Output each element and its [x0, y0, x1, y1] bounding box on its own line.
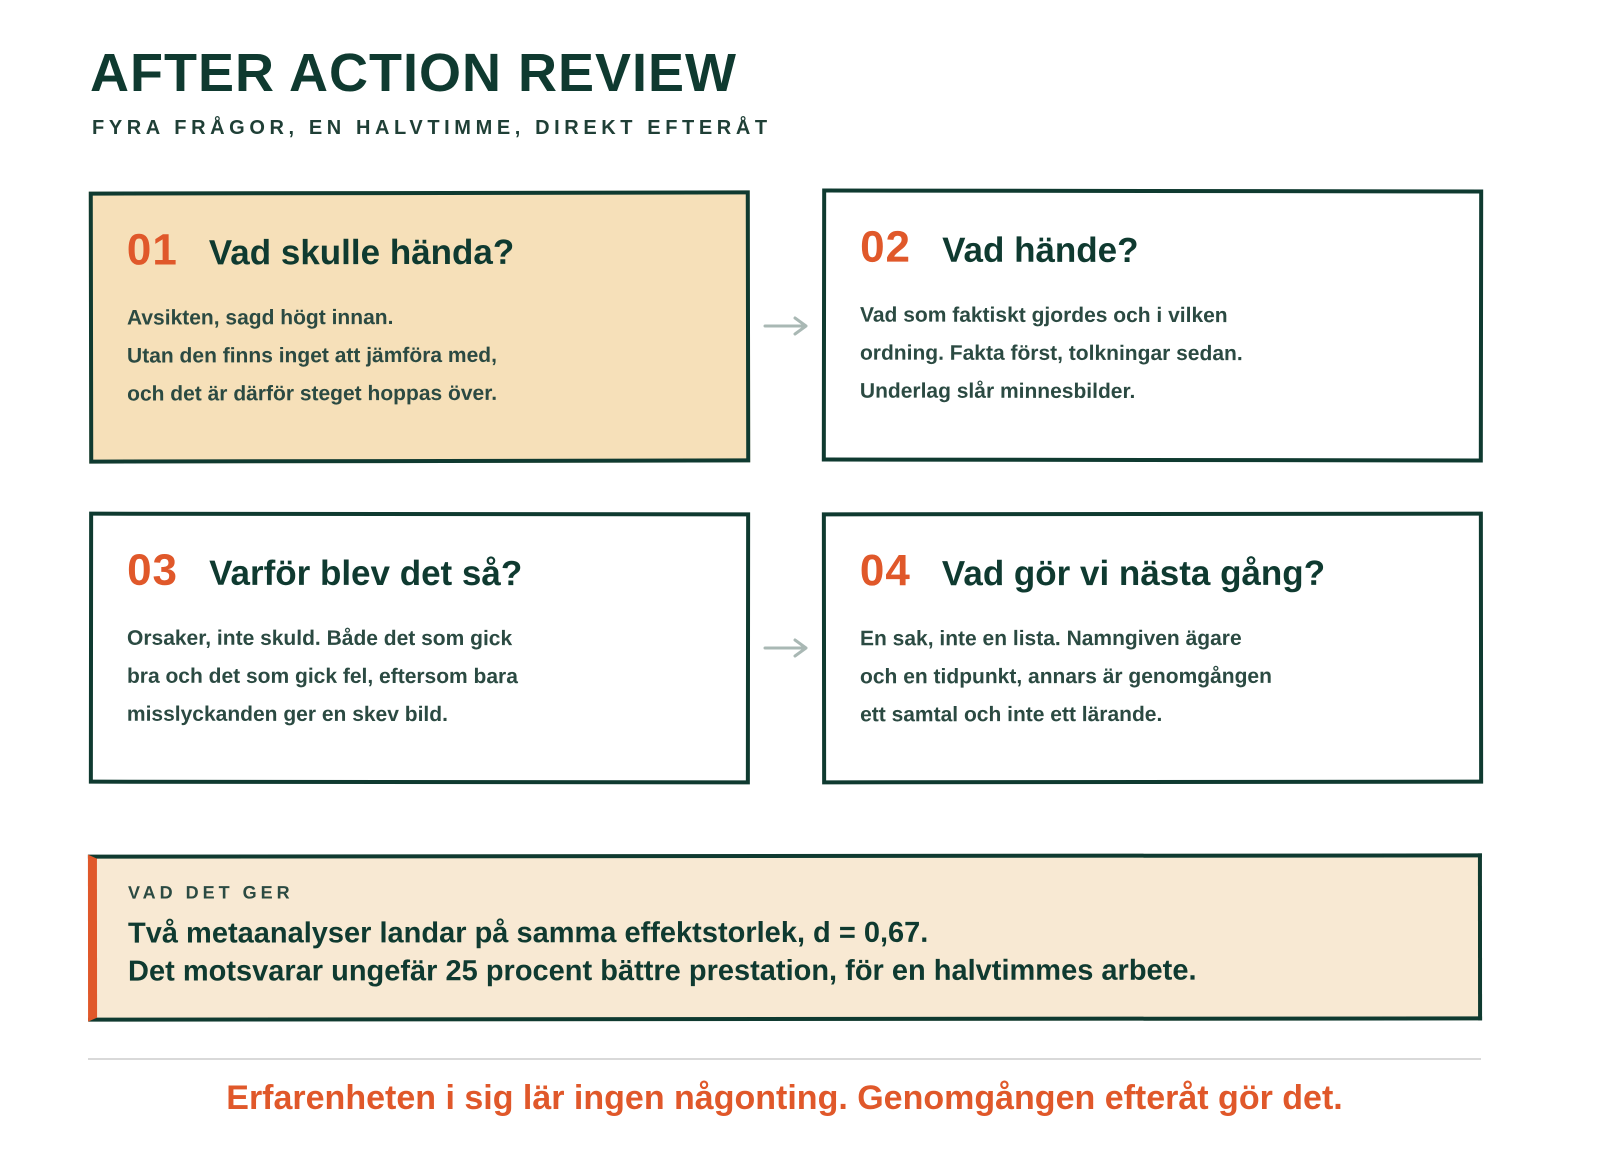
step-question: Vad skulle hända?: [208, 232, 515, 273]
description-line: Orsaker, inte skuld. Både det som gick: [126, 626, 513, 651]
step-card-04: [822, 512, 1483, 785]
description-line: Vad som faktiskt gjordes och i vilken: [859, 303, 1228, 328]
step-description: [127, 620, 727, 735]
description-line: Underlag slår minnesbilder.: [859, 379, 1136, 403]
step-card-02: [822, 189, 1483, 463]
description-line: ett samtal och inte ett lärande.: [860, 702, 1163, 727]
arrow-right-icon: [762, 314, 812, 338]
divider: [88, 1058, 1481, 1060]
page-title: AFTER ACTION REVIEW: [90, 43, 737, 103]
step-number: 03: [127, 545, 179, 595]
step-question: Vad hände?: [942, 230, 1139, 270]
summary-label: VAD DET GER: [127, 882, 294, 903]
description-line: Avsikten, sagd högt innan.: [126, 306, 394, 330]
page-subtitle: FYRA FRÅGOR, EN HALVTIMME, DIREKT EFTERÅT: [92, 117, 772, 139]
description-line: och det är därför steget hoppas över.: [127, 381, 498, 406]
step-card-03: [89, 512, 750, 785]
summary-line: Två metaanalyser landar på samma effektstorlek, d = 0,67.: [127, 916, 929, 950]
step-question: Varför blev det så?: [209, 553, 523, 594]
description-line: bra och det som gick fel, eftersom bara: [126, 664, 518, 689]
footer-quote: Erfarenheten i sig lär ingen någonting. Genomgången efteråt gör det.: [226, 1079, 1343, 1117]
description-line: ordning. Fakta först, tolkningar sedan.: [859, 341, 1243, 366]
step-number: 01: [126, 225, 178, 275]
step-card-01: [89, 190, 750, 463]
step-question: Vad gör vi nästa gång?: [941, 553, 1326, 594]
description-line: En sak, inte en lista. Namngiven ägare: [859, 626, 1242, 651]
summary-line: Det motsvarar ungefär 25 procent bättre prestation, för en halvtimmes arbete.: [128, 954, 1197, 988]
arrow-right-icon: [762, 636, 812, 660]
step-description: [860, 297, 1460, 412]
step-description: [860, 620, 1460, 735]
summary-box: [88, 853, 1482, 1021]
description-line: och en tidpunkt, annars är genomgången: [860, 664, 1272, 689]
description-line: Utan den finns inget att jämföra med,: [127, 343, 497, 368]
description-line: misslyckanden ger en skev bild.: [126, 702, 448, 727]
summary-text: [128, 914, 1197, 991]
step-number: 02: [860, 222, 912, 272]
step-description: [127, 298, 727, 413]
step-number: 04: [859, 546, 911, 596]
